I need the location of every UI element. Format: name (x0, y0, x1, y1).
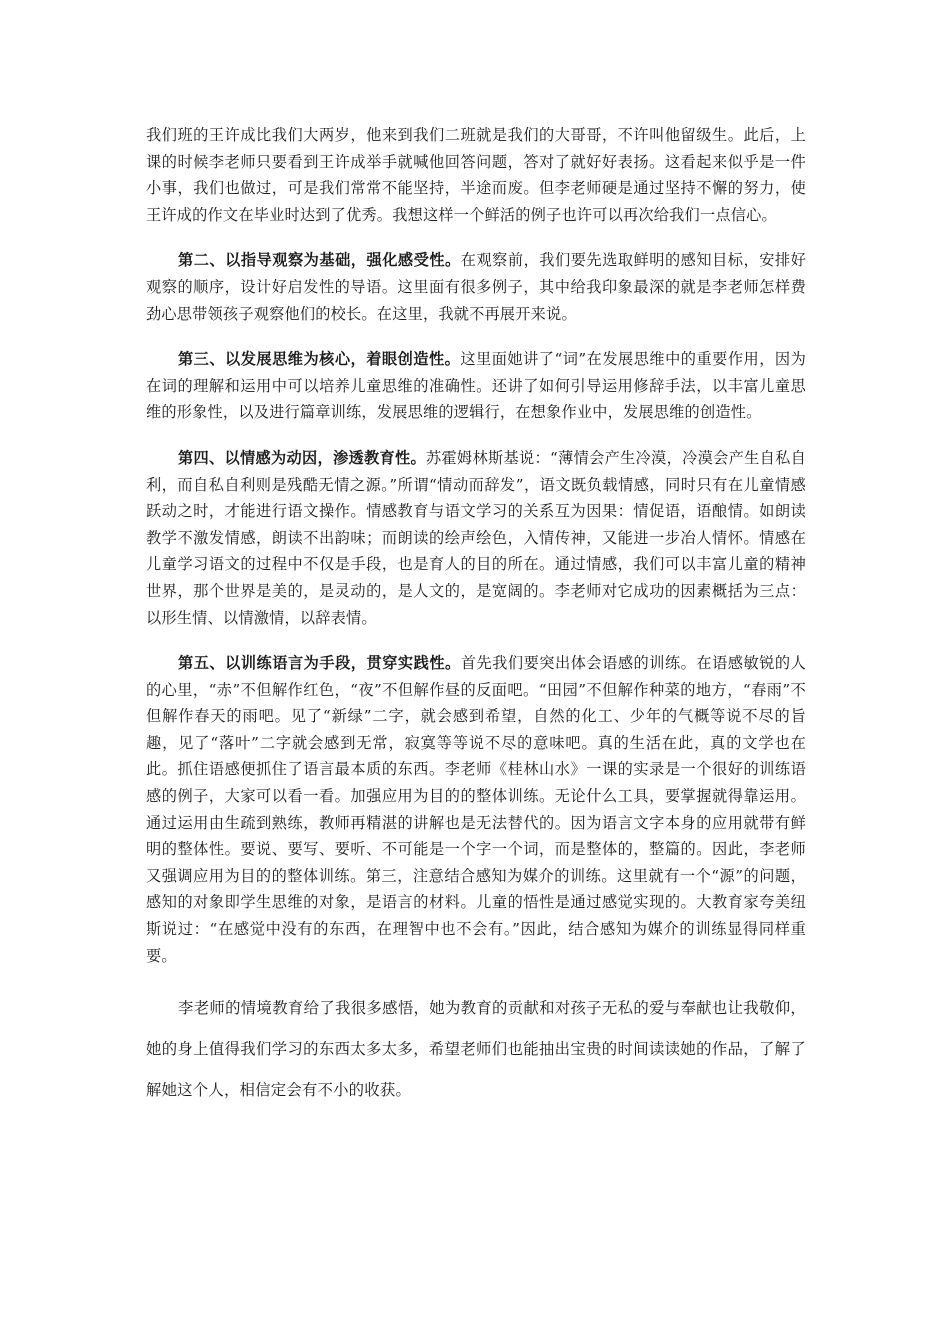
paragraph-1-text: 我们班的王许成比我们大两岁，他来到我们二班就是我们的大哥哥，不许叫他留级生。此后，上课的时候李老师只要看到王许成举手就喊他回答问题，答对了就好好表扬。这看起来似乎是一件小事，我们也做过，可是我们常常不能坚持，半途而废。但李老师硬是通过坚持不懈的努力，使王许成的作文在毕业时达到了优秀。我想这样一个鲜活的例子也许可以再次给我们一点信心。 (146, 126, 806, 224)
paragraph-2 (146, 247, 806, 327)
closing-paragraph (146, 988, 806, 1111)
paragraph-3-text: 这里面她讲了“词”在发展思维中的重要作用，因为在词的理解和运用中可以培养儿童思维的准确性。还讲了如何引导运用修辞手法，以丰富儿童思维的形象性，以及进行篇章训练，发展思维的逻辑行，在想象作业中，发展思维的创造性。 (146, 350, 806, 422)
paragraph-2-heading: 第二、以指导观察为基础，强化感受性。 (178, 251, 461, 270)
paragraph-4-heading: 第四、以情感为动因，渗透教育性。 (178, 448, 427, 467)
paragraph-3-heading: 第三、以发展思维为核心，着眼创造性。 (178, 350, 461, 369)
paragraph-1 (146, 122, 806, 228)
paragraph-5-text: 首先我们要突出体会语感的训练。在语感敏锐的人的心里，“赤”不但解作红色，“夜”不但解作昼的反面吧。“田园”不但解作种菜的地方，“春雨”不但解作春天的雨吧。见了“新绿”二字，就会感到希望，自然的化工、少年的气概等说不尽的旨趣，见了“落叶”二字就会感到无常，寂寞等等说不尽的意味吧。真的生活在此，真的文学也在此。抓住语感便抓住了语言最本质的东西。李老师《桂林山水》一课的实录是一个很好的训练语感的例子，大家可以看一看。加强应用为目的的整体训练。无论什么工具，要掌握就得靠运用。通过运用由生疏到熟练，教师再精湛的讲解也是无法替代的。因为语言文字本身的应用就带有鲜明的整体性。要说、要写、要听、不可能是一个字一个词，而是整体的，整篇的。因此，李老师又强调应用为目的的整体训练。第三，注意结合感知为媒介的训练。这里就有一个“源”的问题，感知的对象即学生思维的对象，是语言的材料。儿童的悟性是通过感觉实现的。大教育家夸美纽斯说过：“在感觉中没有的东西，在理智中也不会有。”因此，结合感知为媒介的训练显得同样重要。 (146, 654, 806, 965)
paragraph-5 (146, 650, 806, 969)
paragraph-2-text: 在观察前，我们要先选取鲜明的感知目标，安排好观察的顺序，设计好启发性的导语。这里面有很多例子，其中给我印象最深的就是李老师怎样费劲心思带领孩子观察他们的校长。在这里，我就不再展开来说。 (146, 251, 806, 323)
closing-paragraph-text: 李老师的情境教育给了我很多感悟，她为教育的贡献和对孩子无私的爱与奉献也让我敬仰，她的身上值得我们学习的东西太多太多，希望老师们也能抽出宝贵的时间读读她的作品，了解了解她这个人，相信定会有不小的收获。 (146, 999, 806, 1100)
document-body (146, 122, 806, 1111)
paragraph-4-text: 苏霍姆林斯基说：“薄情会产生冷漠，冷漠会产生自私自利，而自私自利则是残酷无情之源。”所谓“情动而辞发”，语文既负载情感，同时只有在儿童情感跃动之时，才能进行语文操作。情感教育与语文学习的关系互为因果：情促语，语酿情。如朗读教学不激发情感，朗读不出韵味；而朗读的绘声绘色，入情传神，又能进一步冶人情怀。情感在儿童学习语文的过程中不仅是手段，也是育人的目的所在。通过情感，我们可以丰富儿童的精神世界，那个世界是美的，是灵动的，是人文的，是宽阔的。李老师对它成功的因素概括为三点：以形生情、以情激情，以辞表情。 (146, 448, 806, 627)
paragraph-5-heading: 第五、以训练语言为手段，贯穿实践性。 (178, 654, 461, 673)
paragraph-3 (146, 346, 806, 426)
paragraph-4 (146, 445, 806, 631)
